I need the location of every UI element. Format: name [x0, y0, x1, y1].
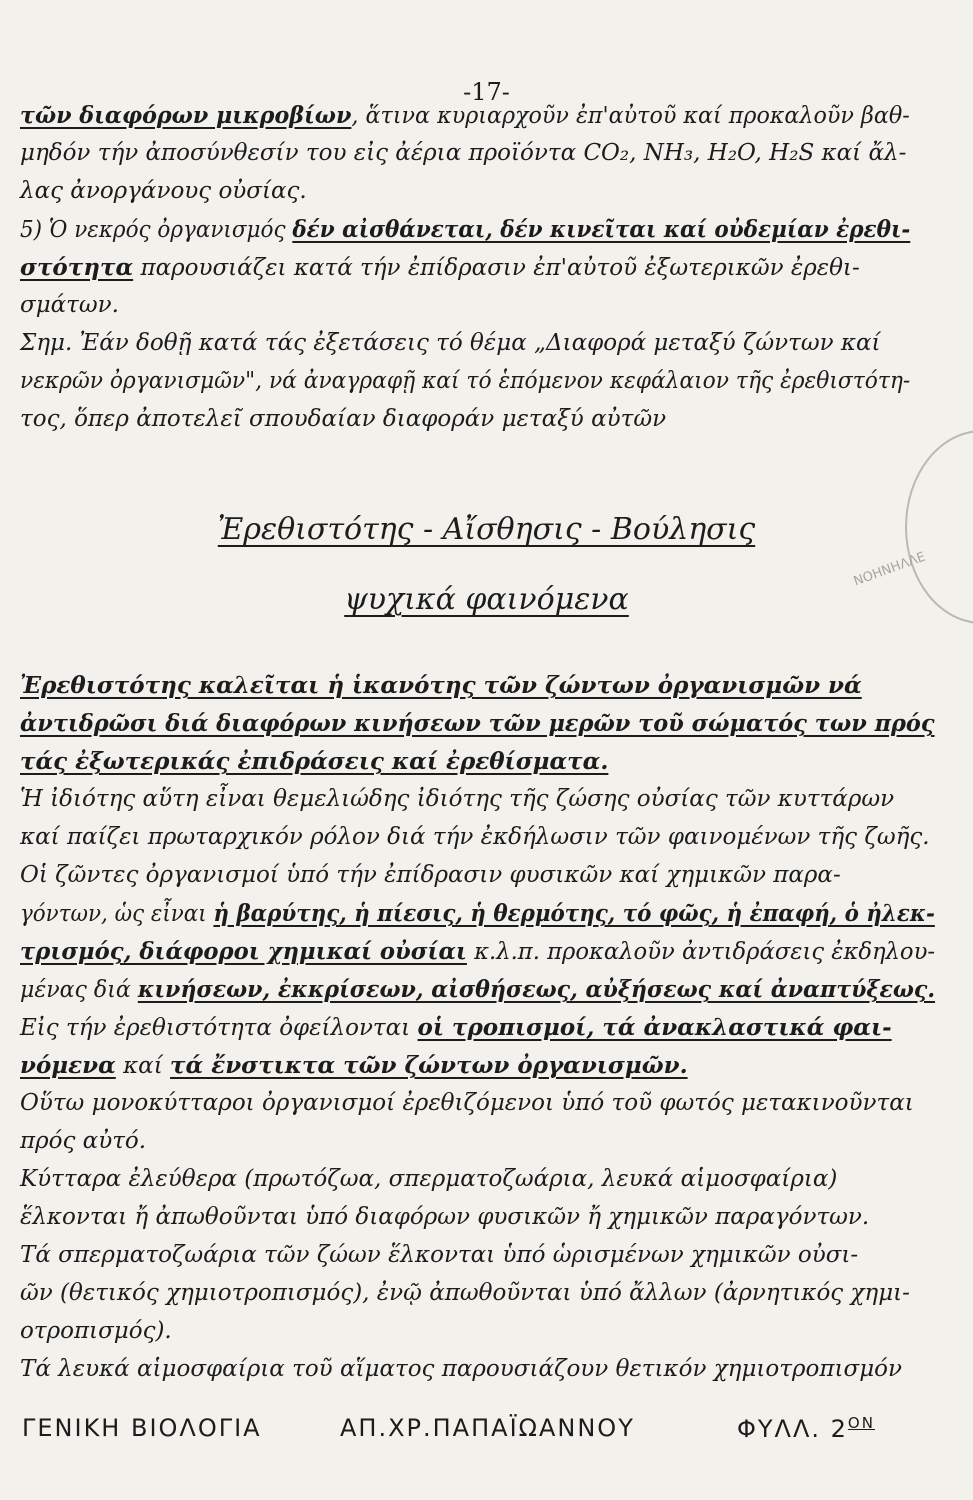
line-text: σμάτων. [20, 292, 119, 318]
underlined-text: τάς ἐξωτερικάς ἐπιδράσεις καί ἐρεθίσματα. [20, 748, 609, 775]
underlined-text: τρισμός, διάφοροι χημικαί οὐσίαι [20, 938, 467, 965]
text-line [20, 1090, 914, 1118]
text-line [20, 862, 841, 890]
text-line [20, 1166, 837, 1194]
line-text: Ἡ ἰδιότης αὕτη εἶναι θεμελιώδης ἰδιότης τῆς ζώσης οὐσίας τῶν κυττάρων [20, 786, 895, 812]
section-heading [0, 512, 973, 547]
text-line [20, 786, 894, 814]
line-text: μηδόν τήν ἀποσύνθεσίν του εἰς ἀέρια προϊόντα CO₂, NH₃, H₂O, H₂S καί ἄλ- [20, 140, 907, 166]
text-line [20, 1204, 869, 1232]
line-text: νεκρῶν ὀργανισμῶν", νά ἀναγραφῇ καί τό ἑπόμενον κεφάλαιον τῆς ἐρεθιστότη- [20, 368, 911, 394]
text-line [20, 900, 935, 929]
text-line [20, 216, 910, 245]
text-line [20, 1318, 172, 1346]
text-line [20, 292, 119, 320]
line-text: Τά λευκά αἱμοσφαίρια τοῦ αἵματος παρουσιάζουν θετικόν χημιοτροπισμόν [20, 1356, 902, 1382]
text-line [20, 406, 666, 434]
underlined-text: νόμενα [20, 1052, 116, 1079]
line-text: Οἱ ζῶντες ὀργανισμοί ὑπό τήν ἐπίδρασιν φυσικῶν καί χημικῶν παρα- [20, 862, 841, 888]
text-line [20, 368, 910, 396]
line-text: οτροπισμός). [20, 1318, 172, 1344]
text-line [20, 824, 930, 852]
line-text: Σημ. Ἐάν δοθῇ κατά τάς ἐξετάσεις τό θέμα „Διαφορά μεταξύ ζώντων καί [20, 330, 881, 356]
text-line [20, 1280, 910, 1308]
line-text: Οὕτω μονοκύτταροι ὀργανισμοί ἐρεθιζόμενοι ὑπό τοῦ φωτός μετακινοῦνται [20, 1090, 914, 1116]
text-line [20, 1052, 688, 1081]
footer-sheet-suffix: ΟΝ [847, 1414, 875, 1432]
underlined-text: στότητα [20, 254, 134, 281]
underlined-text: κινήσεων, ἐκκρίσεων, αἰσθήσεως, αὐξήσεως καί ἀναπτύξεως. [137, 976, 936, 1003]
footer-subject: ΓΕΝΙΚΗ ΒΙΟΛΟΓΙΑ [22, 1414, 262, 1442]
line-text: Τά σπερματοζωάρια τῶν ζώων ἕλκονται ὑπό ὡρισμένων χημικῶν οὐσι- [20, 1242, 859, 1268]
line-text: καί [115, 1053, 171, 1079]
line-text: γόντων, ὡς εἶναι [20, 901, 214, 927]
text-line [20, 976, 935, 1005]
text-line [20, 178, 307, 206]
text-line [20, 1242, 858, 1270]
text-line [20, 254, 860, 283]
line-text: κ.λ.π. προκαλοῦν ἀντιδράσεις ἐκδηλου- [466, 939, 936, 965]
underlined-text: τά ἔνστικτα τῶν ζώντων ὀργανισμῶν. [170, 1052, 688, 1079]
line-text: Εἰς τήν ἐρεθιστότητα ὀφείλονται [20, 1015, 418, 1041]
line-text: Κύτταρα ἐλεύθερα (πρωτόζωα, σπερματοζωάρια, λευκά αἱμοσφαίρια) [20, 1166, 838, 1192]
underlined-text: ἡ βαρύτης, ἡ πίεσις, ἡ θερμότης, τό φῶς, ἡ ἐπαφή, ὁ ἠλεκ- [213, 900, 935, 927]
text-line [20, 672, 862, 701]
text-line [20, 748, 608, 777]
text-line [20, 1356, 902, 1384]
underlined-text: ἀντιδρῶσι διά διαφόρων κινήσεων τῶν μερῶν τοῦ σώματός των πρός [20, 710, 935, 737]
line-text: ἕλκονται ἤ ἀπωθοῦνται ὑπό διαφόρων φυσικῶν ἤ χημικῶν παραγόντων. [20, 1204, 870, 1230]
line-text: 5) Ὁ νεκρός ὀργανισμός [20, 217, 293, 243]
section-subheading [0, 582, 973, 617]
line-text: μένας διά [20, 977, 138, 1003]
text-line [20, 102, 910, 131]
underlined-text: τῶν διαφόρων μικροβίων [20, 102, 352, 129]
footer-sheet [737, 1414, 875, 1443]
line-text: , ἅτινα κυριαρχοῦν ἐπ'αὐτοῦ καί προκαλοῦν βαθ- [351, 103, 910, 129]
section-heading-line1: Ἐρεθιστότης - Αἴσθησις - Βούλησις [217, 512, 756, 547]
line-text: παρουσιάζει κατά τήν ἐπίδρασιν ἐπ'αὐτοῦ ἐξωτερικῶν ἐρεθι- [133, 255, 860, 281]
line-text: καί παίζει πρωταρχικόν ρόλον διά τήν ἐκδήλωσιν τῶν φαινομένων τῆς ζωῆς. [20, 824, 930, 850]
line-text: πρός αὐτό. [20, 1128, 147, 1154]
section-heading-line2: ψυχικά φαινόμενα [344, 582, 629, 617]
underlined-text: Ἐρεθιστότης καλεῖται ἡ ἱκανότης τῶν ζώντων ὀργανισμῶν νά [20, 672, 862, 699]
text-line [20, 710, 935, 739]
line-text: ῶν (θετικός χημιοτροπισμός), ἐνῷ ἀπωθοῦνται ὑπό ἄλλων (ἀρνητικός χημι- [20, 1280, 910, 1306]
footer-author: ΑΠ.ΧΡ.ΠΑΠΑΪΩΑΝΝΟΥ [340, 1414, 635, 1442]
line-text: τος, ὅπερ ἀποτελεῖ σπουδαίαν διαφοράν μεταξύ αὐτῶν [20, 406, 667, 432]
text-line [20, 1014, 892, 1043]
text-line [20, 140, 906, 168]
stamp-text: ΝΟΗΝΗΛΛΕ [851, 549, 928, 590]
text-line [20, 1128, 146, 1156]
underlined-text: οἱ τροπισμοί, τά ἀνακλαστικά φαι- [417, 1014, 892, 1041]
footer-sheet-label: ΦΥΛΛ. 2 [737, 1415, 848, 1443]
underlined-text: δέν αἰσθάνεται, δέν κινεῖται καί οὐδεμίαν ἐρεθι- [292, 216, 911, 243]
page-number: -17- [463, 78, 510, 106]
line-text: λας ἀνοργάνους οὐσίας. [20, 178, 307, 204]
text-line [20, 938, 935, 967]
text-line [20, 330, 881, 358]
